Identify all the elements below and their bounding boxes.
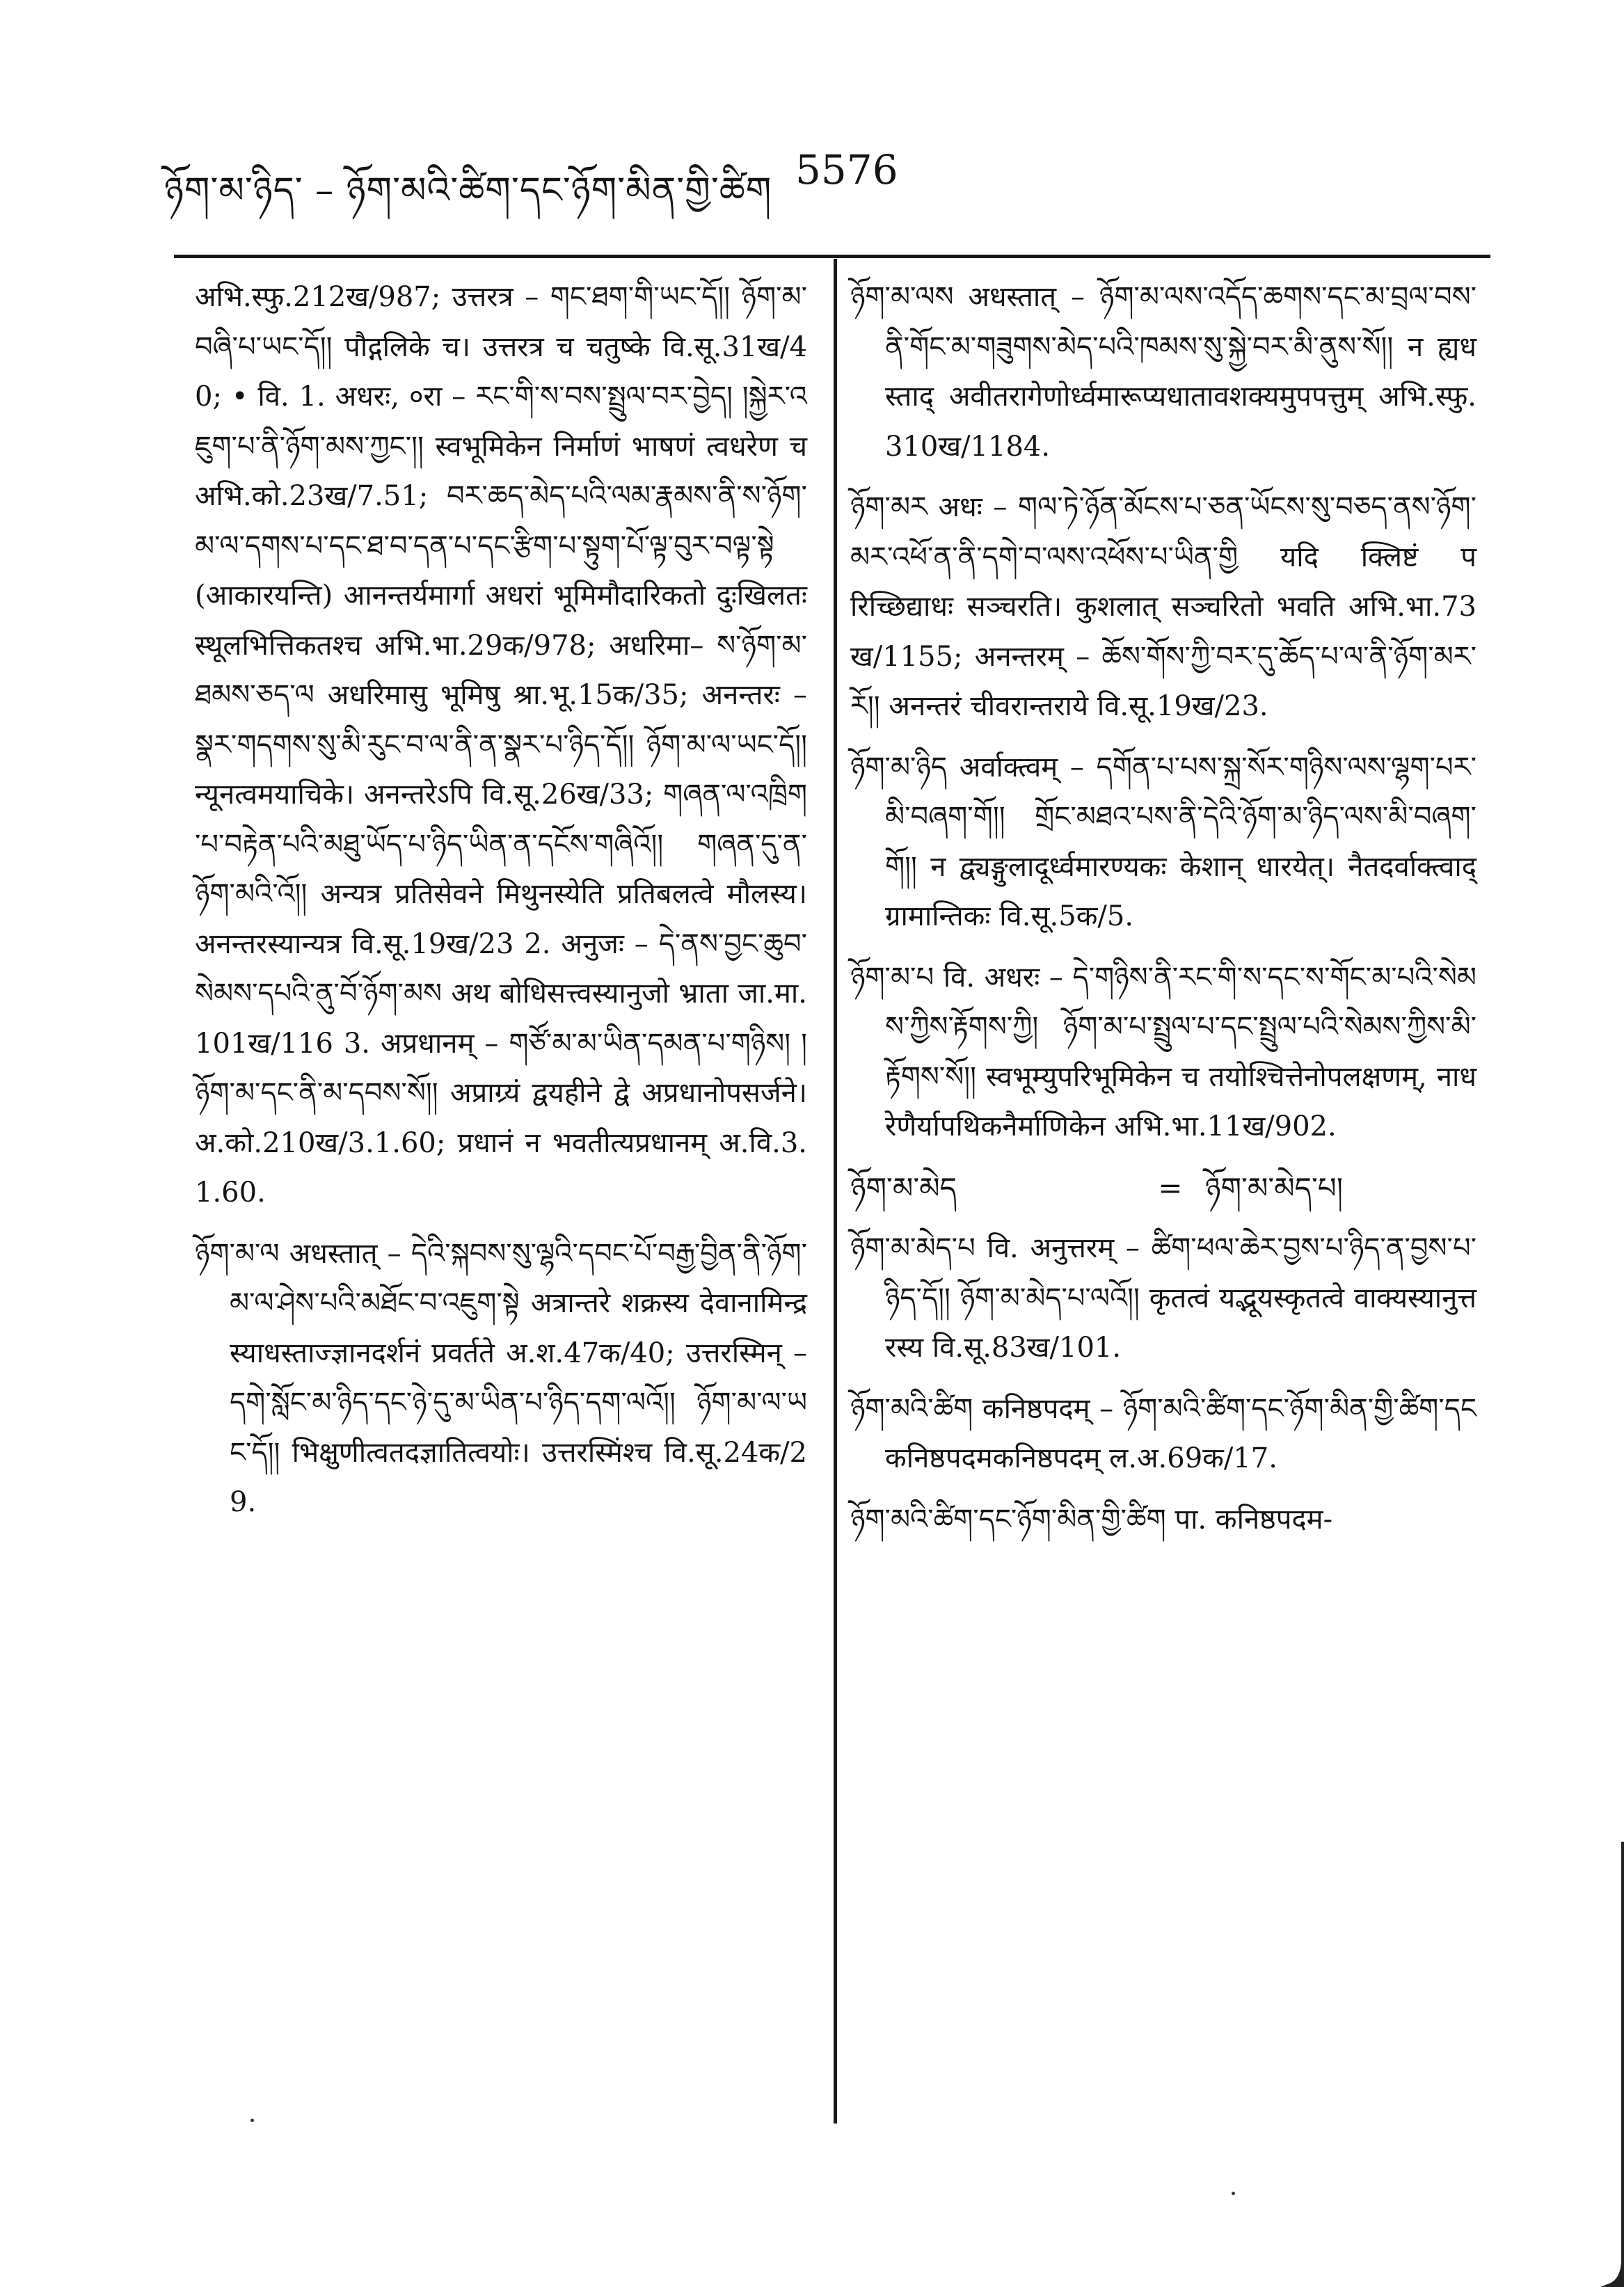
scan-speck <box>1232 2192 1235 2195</box>
running-head: ཉོག་མ་ཉིད་ – ཉོག་མའི་ཚིག་དང་ཉོག་མིན་གྱི་ཚིག <box>164 170 772 212</box>
page-header <box>164 136 1486 213</box>
dictionary-entry: ཉོག་མའི་ཚིག་དང་ཉོག་མིན་གྱི་ཚིག पा. कनिष्ठपदम- <box>850 1503 1333 1536</box>
dictionary-entry: ཉོག་མ་ལས अधस्तात् – ཉོག་མ་ལས་འདོད་ཆགས་དང་མ་བྲལ་བས་ནི་གོང་མ་གཟུགས་མེད་པའི་ཁམས་སུ་སྐྱེ་བར་མི་ནུས་སོ།། न ह्यधस्ताद् अवीतरागेणोर्ध्वमारूप्यधातावशक्यमुपपत्तुम् अभि.स्फु.310ख/1184. <box>850 281 1476 463</box>
xref-equals: = <box>1158 1170 1183 1205</box>
dictionary-entry: ཉོག་མའི་ཚིག कनिष्ठपदम् – ཉོག་མའི་ཚིག་དང་ཉོག་མིན་གྱི་ཚིག་དང कनिष्ठपदमकनिष्ठपदम् ल.अ.69क/17. <box>850 1392 1476 1474</box>
dictionary-entry: ཉོག་མར अधः – གལ་ཏེ་ཉོན་མོངས་པ་ཅན་ཡོངས་སུ་བཅད་ནས་ཉོག་མར་འཕོ་ན་ནི་དགེ་བ་ལས་འཕོས་པ་ཡིན་གྱི यदि क्लिष्टं परिच्छिद्याधः सञ्चरति। कुशलात् सञ्चरितो भवति अभि.भा.73ख/1155; अनन्तरम् – ཆོས་གོས་ཀྱི་བར་དུ་ཆོད་པ་ལ་ནི་ཉོག་མར་རོ།། अनन्तरं चीवरान्तराये वि.सू.19ख/23. <box>850 491 1476 722</box>
dictionary-entry: ཉོག་མ་པ वि. अधरः – དེ་གཉིས་ནི་རང་གི་ས་དང་ས་གོང་མ་པའི་སེམས་ཀྱིས་རྟོགས་ཀྱི། ཉོག་མ་པ་སྤྲུལ་པ་དང་སྤྲུལ་པའི་སེམས་ཀྱིས་མི་རྟོགས་སོ།། स्वभूम्युपरिभूमिकेन च तयोश्चित्तेनोपलक्षणम्, नाधरेणैर्यापथिकनैर्माणिकेन अभि.भा.11ख/902. <box>850 961 1476 1142</box>
dictionary-entry: ཉོག་མ་མེད་པ वि. अनुत्तरम् – ཚིག་ཕལ་ཆེར་བྱས་པ་ཉིད་ན་བྱས་པ་ཉིད་དོ།། ཉོག་མ་མེད་པ་ལའོ།། कृतत्वं यद्भूयस्कृतत्वे वाक्यस्यानुत्तरस्य वि.सू.83ख/101. <box>850 1232 1476 1364</box>
xref-headword: ཉོག་མ་མེད <box>850 1170 957 1205</box>
right-column <box>850 273 1476 1556</box>
page-number: 5576 <box>795 146 898 193</box>
header-rule <box>174 255 1490 258</box>
xref-target: ཉོག་མ་མེད་པ། <box>1205 1170 1344 1205</box>
cross-reference <box>850 1163 1476 1213</box>
left-column <box>195 273 807 1539</box>
scan-speck <box>250 2119 254 2122</box>
page-edge-shadow <box>1600 1842 1624 2287</box>
column-divider <box>834 259 837 2123</box>
dictionary-entry: ཉོག་མ་ཉིད अर्वाक्त्वम् – དགོན་པ་པས་སྐྲ་སོར་གཉིས་ལས་ལྷག་པར་མི་བཞག་གོ།། གྲོང་མཐའ་པས་ནི་དེའི་ཉོག་མ་ཉིད་ལས་མི་བཞག་གོ།། न द्व्यङ्गुलादूर्ध्वमारण्यकः केशान् धारयेत्। नैतदर्वाक्त्वाद् ग्रामान्तिकः वि.सू.5क/5. <box>850 751 1476 932</box>
dictionary-entry: अभि.स्फु.212ख/987; उत्तरत्र – གང་ཐག་གི་ཡང་དོ།། ཉོག་མ་བཞི་པ་ཡང་དོ།། पौद्गलिके च। उत्तरत्र च चतुष्के वि.सू.31ख/40; • वि. 1. अधरः, ०रा – རང་གི་ས་བས་སྤྲུལ་བར་བྱེད། །སྐྱེར་འཇུག་པ་ནི་ཉོག་མས་ཀྱང་།། स्वभूमिकेन निर्माणं भाषणं त्वधरेण च अभि.को.23ख/7.51; བར་ཆད་མེད་པའི་ལམ་རྣམས་ནི་ས་ཉོག་མ་ལ་དགས་པ་དང་ཐ་བ་དན་པ་དང་རྩིག་པ་སྟུག་པོ་ལྟ་བུར་བལྟ་སྟེ (आकारयन्ति) आनन्तर्यमार्गा अधरां भूमिमौदारिकतो दुःखिलतः स्थूलभित्तिकतश्च अभि.भा.29क/978; अधरिमा– ས་ཉོག་མ་ཐམས་ཅད་ལ अधरिमासु भूमिषु श्रा.भू.15क/35; अनन्तरः – སྣར་གདགས་སུ་མི་རུང་བ་ལ་ནི་ན་སྣར་པ་ཉིད་དོ།། ཉོག་མ་ལ་ཡང་དོ།། न्यूनत्वमयाचिके। अनन्तरेऽपि वि.सू.26ख/33; གཞན་ལ་འཁྲིག་པ་བརྟེན་པའི་མཐུ་ཡོད་པ་ཉིད་ཡིན་ན་དངོས་གཞིའོ།། གཞན་དུ་ན་ཉོག་མའི་འོ།། अन्यत्र प्रतिसेवने मिथुनस्येति प्रतिबलत्वे मौलस्य। अनन्तरस्यान्यत्र वि.सू.19ख/23 2. अनुजः – དེ་ནས་བྱང་ཆུབ་སེམས་དཔའི་ནུ་བོ་ཉོག་མས अथ बोधिसत्त्वस्यानुजो भ्राता जा.मा.101ख/116 3. अप्रधानम् – གཙོ་མ་མ་ཡིན་དམན་པ་གཉིས། །ཉོག་མ་དང་ནི་མ་དབས་སོ།། अप्राग्र्यं द्वयहीने द्वे अप्रधानोपसर्जने। अ.को.210ख/3.1.60; प्रधानं न भवतीत्यप्रधानम् अ.वि.3.1.60. <box>195 281 807 1209</box>
dictionary-entry: ཉོག་མ་ལ अधस्तात् – དེའི་སྐབས་སུ་ལྷའི་དབང་པོ་བརྒྱ་བྱིན་ནི་ཉོག་མ་ལ་ཤེས་པའི་མཐོང་བ་འཇུག་སྟེ अत्रान्तरे शक्रस्य देवानामिन्द्रस्याधस्ताज्ज्ञानदर्शनं प्रवर्तते अ.श.47क/40; उत्तरस्मिन् – དགེ་སློང་མ་ཉིད་དང་ཉེ་དུ་མ་ཡིན་པ་ཉིད་དག་ལའོ།། ཉོག་མ་ལ་ཡང་དོ།། भिक्षुणीत्वतदज्ञातित्वयोः। उत्तरस्मिंश्च वि.सू.24क/29. <box>195 1237 807 1518</box>
